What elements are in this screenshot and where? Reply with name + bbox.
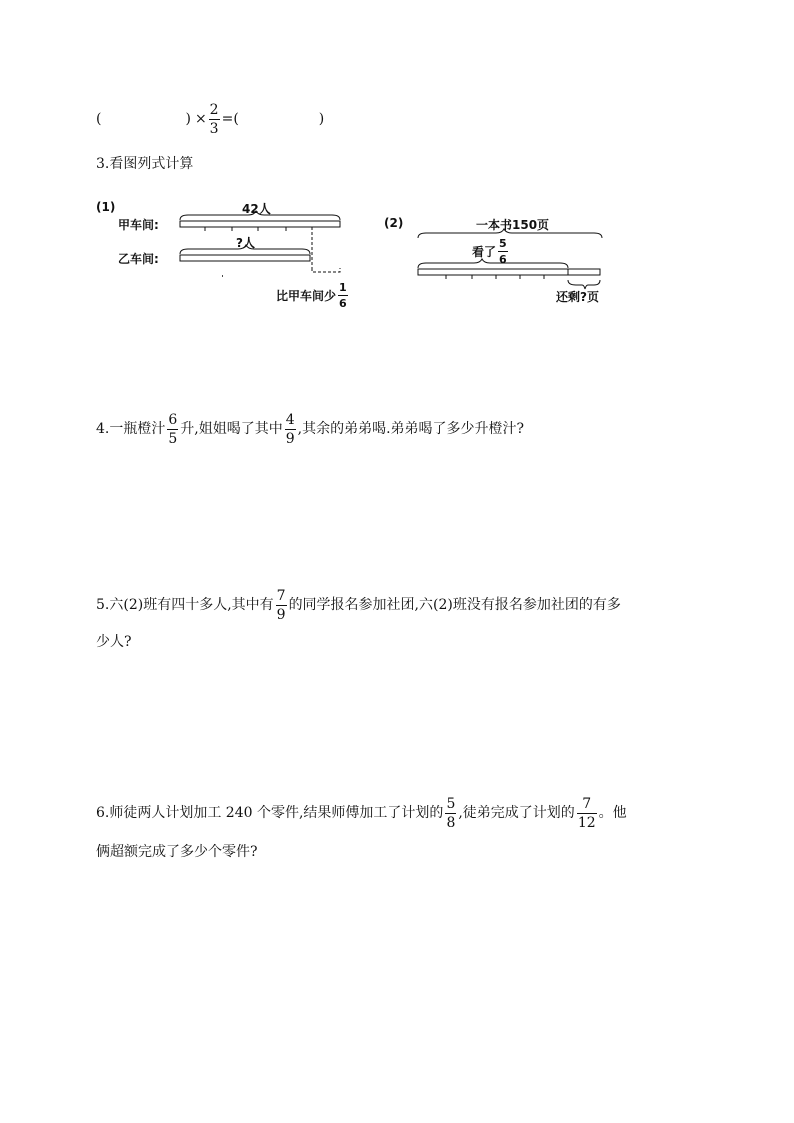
q6-fraction-2: $\frac{7}{12}$ (577, 795, 596, 831)
fraction-two-thirds: $\frac{2}{3}$ (209, 101, 219, 137)
fig2-remain: 还剩?页 (556, 290, 599, 304)
q3-title: 3.看图列式计算 (96, 156, 194, 172)
q5-fraction: $\frac{7}{9}$ (276, 587, 286, 623)
fig1-label: (1) (96, 200, 116, 214)
equals-open-paren: =( (221, 111, 239, 127)
q4-fraction-2: $\frac{4}{9}$ (285, 411, 295, 447)
fig2-remain-rect (568, 269, 600, 275)
fig1-row1-label: 甲车间: (118, 218, 159, 232)
fig2-brace-read (418, 259, 568, 268)
fig1-dash-bracket (312, 268, 340, 272)
fig1-note: 比甲车间少 $\frac{1}{6}$ (276, 281, 347, 310)
fig1-row2-label: 乙车间: (118, 252, 159, 266)
figure-1 (96, 196, 386, 311)
times-sign: × (194, 111, 207, 127)
q4-fraction-1: $\frac{6}{5}$ (168, 411, 178, 447)
figure-2 (384, 196, 624, 311)
fig1-bar-row2 (180, 255, 310, 261)
question-6-line-2: 俩超额完成了多少个零件? (96, 844, 258, 860)
fig1-row2-value: ?人 (236, 236, 255, 250)
fig1-row1-value: 42人 (242, 202, 271, 216)
open-paren: ( (96, 111, 102, 127)
fig2-total: 一本书150页 (476, 218, 550, 232)
top-expression (96, 102, 324, 136)
close-paren-2: ) (318, 111, 325, 127)
fig2-brace-top (418, 229, 602, 238)
q6-fraction-1: $\frac{5}{8}$ (446, 795, 456, 831)
question-6: 6.师徒两人计划加工 240 个零件,结果师傅加工了计划的 $\frac{5}{8}$ ,徒弟完成了计划的 $\frac{7}{12}$ 。他 (96, 795, 627, 831)
fig1-bar-row1 (180, 221, 340, 227)
question-5-line-2: 少人? (96, 634, 132, 650)
question-4: 4.一瓶橙汁 $\frac{6}{5}$ 升,姐姐喝了其中 $\frac{4}{9}$ ,其余的弟弟喝.弟弟喝了多少升橙汁? (96, 411, 525, 447)
fig2-label: (2) (384, 216, 404, 230)
fig1-brace-top (180, 211, 340, 220)
fig2-bar (418, 269, 568, 275)
fig1-note-fraction: $\frac{1}{6}$ (339, 281, 347, 310)
fig2-read-fraction: $\frac{5}{6}$ (499, 237, 507, 266)
close-paren: ) (185, 111, 191, 127)
fig2-read: 看了 $\frac{5}{6}$ (472, 237, 507, 266)
fig1-brace-middle (180, 245, 310, 254)
question-5: 5.六(2)班有四十多人,其中有 $\frac{7}{9}$ 的同学报名参加社团,六(2)班没有报名参加社团的有多 (96, 587, 621, 623)
